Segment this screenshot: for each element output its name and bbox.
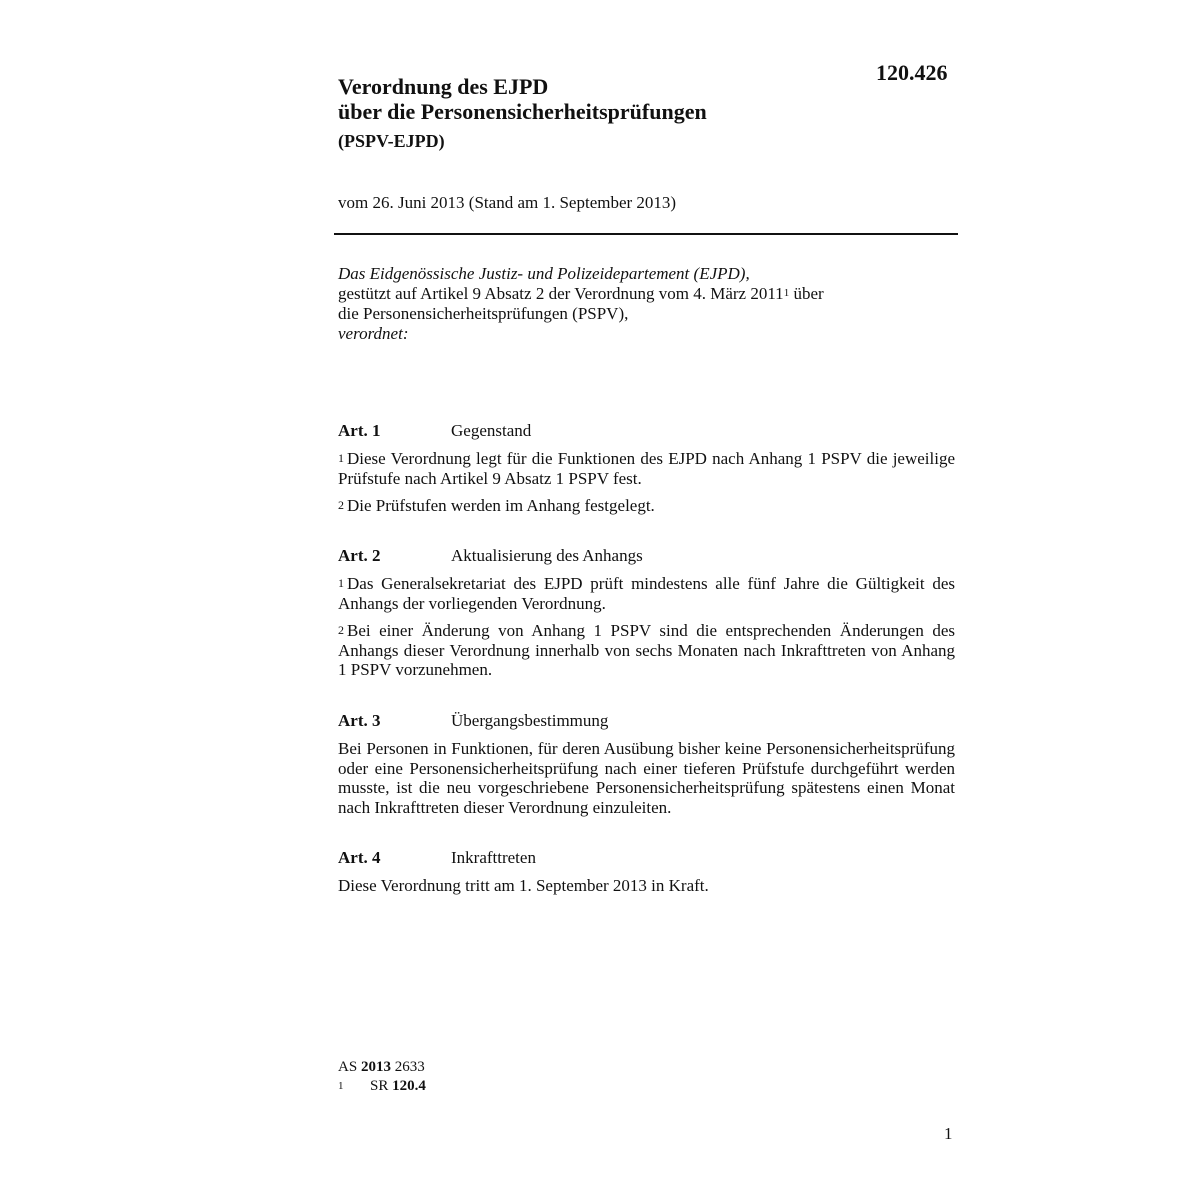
document-title	[338, 74, 858, 152]
date-line: vom 26. Juni 2013 (Stand am 1. September 2013)	[338, 193, 677, 212]
preamble	[338, 264, 958, 344]
paragraph-number: 1	[338, 451, 344, 465]
footnote-1: 1 SR 120.4	[338, 1078, 426, 1094]
preamble-authority: Das Eidgenössische Justiz- und Polizeidepartement (EJPD),	[338, 264, 750, 283]
article-1	[338, 421, 955, 524]
title-line-1: Verordnung des EJPD	[338, 74, 549, 99]
article-paragraph: Bei Personen in Funktionen, für deren Ausübung bisher keine Personensicherheitsprüfung oder eine Personensicherheitsprüfung nach einer tieferen Prüfstufe durchgeführt werden musste, ist die neu vorgeschriebene Personensicherheitsprüfung spätestens einen Monat nach Inkrafttreten dieser Verordnung einzuleiten.	[338, 739, 955, 817]
article-paragraph: $^1$ Das Generalsekretariat des EJPD prüft mindestens alle fünf Jahre die Gültigkeit des Anhangs der vorliegenden Verordnung.	[338, 574, 955, 613]
article-number: Art. 3	[338, 711, 381, 730]
article-title: Inkrafttreten	[451, 848, 536, 867]
article-3	[338, 711, 955, 825]
footnotes	[338, 1058, 426, 1096]
article-paragraph: $^2$ Bei einer Änderung von Anhang 1 PSPV sind die entsprechenden Änderungen des Anhangs dieser Verordnung innerhalb von sechs Monaten nach Inkrafttreten von Anhang 1 PSPV vorzunehmen.	[338, 621, 955, 679]
paragraph-number: 1	[338, 576, 344, 590]
article-number: Art. 2	[338, 546, 381, 565]
footnote-as: AS 2013 2633	[338, 1059, 425, 1075]
article-number: Art. 4	[338, 848, 381, 867]
footnote-ref: 1	[783, 287, 790, 299]
preamble-basis: gestützt auf Artikel 9 Absatz 2 der Verordnung vom 4. März 2011$^1$ über	[338, 284, 824, 303]
article-title: Übergangsbestimmung	[451, 711, 609, 730]
paragraph-number: 2	[338, 623, 344, 637]
article-4	[338, 848, 955, 904]
article-paragraph: $^2$ Die Prüfstufen werden im Anhang festgelegt.	[338, 496, 655, 515]
preamble-basis-line2: die Personensicherheitsprüfungen (PSPV),	[338, 304, 629, 323]
page-number: 1	[944, 1124, 953, 1143]
article-heading	[338, 711, 955, 731]
article-heading	[338, 421, 955, 441]
article-paragraph: $^1$ Diese Verordnung legt für die Funktionen des EJPD nach Anhang 1 PSPV die jeweilige Prüfstufe nach Artikel 9 Absatz 1 PSPV fest.	[338, 449, 955, 488]
article-title: Aktualisierung des Anhangs	[451, 546, 643, 565]
article-number: Art. 1	[338, 421, 381, 440]
preamble-decree: verordnet:	[338, 324, 409, 343]
title-abbreviation: (PSPV-EJPD)	[338, 131, 445, 151]
paragraph-number: 2	[338, 498, 344, 512]
article-heading	[338, 546, 955, 566]
footnote-mark: 1	[338, 1080, 344, 1092]
sr-number: 120.426	[876, 60, 948, 85]
article-heading	[338, 848, 955, 868]
title-line-2: über die Personensicherheitsprüfungen	[338, 99, 707, 124]
article-2	[338, 546, 955, 688]
header-divider	[334, 233, 958, 235]
article-title: Gegenstand	[451, 421, 532, 440]
article-paragraph: Diese Verordnung tritt am 1. September 2013 in Kraft.	[338, 876, 709, 895]
